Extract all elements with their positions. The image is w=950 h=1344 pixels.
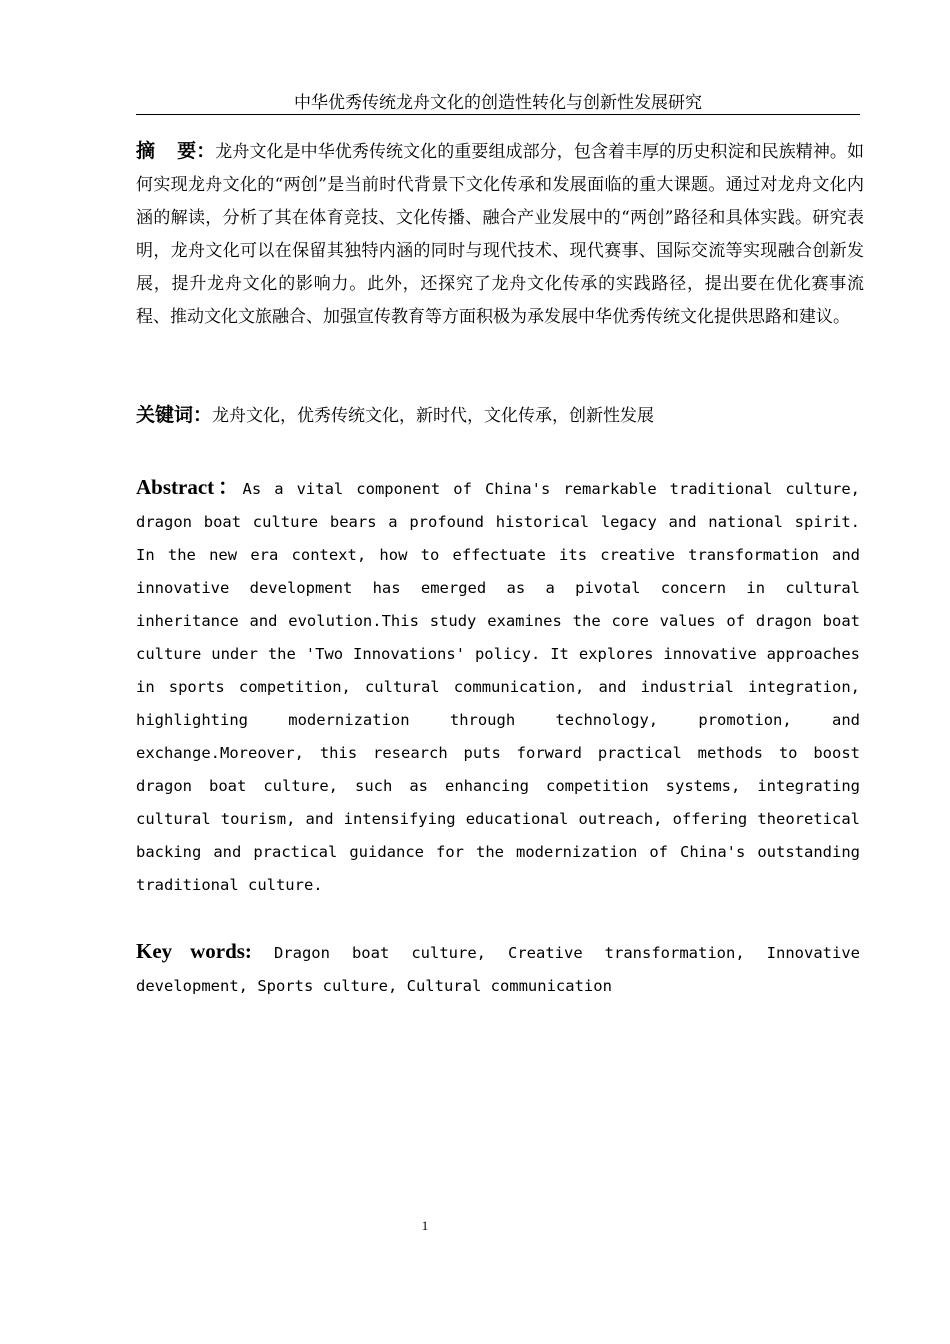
chinese-keywords xyxy=(136,399,864,433)
english-abstract xyxy=(136,471,860,902)
english-abstract-text: As a vital component of China's remarkable traditional culture, dragon boat culture bears a profound historical legacy and national spirit. In the new era context, how to effectuate its creative transformation and innovative development has emerged as a pivotal concern in cultural inheritance and evolution.This study examines the core values of dragon boat culture under the 'Two Innovations' policy. It explores innovative approaches in sports competition, cultural communication, and industrial integration, highlighting modernization through technology, promotion, and exchange.Moreover, this research puts forward practical methods to boost dragon boat culture, such as enhancing competition systems, integrating cultural tourism, and intensifying educational outreach, offering theoretical backing and practical guidance for the modernization of China's outstanding traditional culture. xyxy=(136,480,860,894)
chinese-abstract xyxy=(136,135,864,334)
chinese-abstract-text: 龙舟文化是中华优秀传统文化的重要组成部分，包含着丰厚的历史积淀和民族精神。如何实现龙舟文化的“两创”是当前时代背景下文化传承和发展面临的重大课题。通过对龙舟文化内涵的解读，分析了其在体育竞技、文化传播、融合产业发展中的“两创”路径和具体实践。研究表明，龙舟文化可以在保留其独特内涵的同时与现代技术、现代赛事、国际交流等实现融合创新发展，提升龙舟文化的影响力。此外，还探究了龙舟文化传承的实践路径，提出要在优化赛事流程、推动文化文旅融合、加强宣传教育等方面积极为承发展中华优秀传统文化提供思路和建议。 xyxy=(136,142,864,327)
running-header: 中华优秀传统龙舟文化的创造性转化与创新性发展研究 xyxy=(294,93,702,113)
english-abstract-label: Abstract： xyxy=(136,475,243,499)
english-keywords xyxy=(136,935,860,1003)
english-keywords-label: Key words: xyxy=(136,939,252,963)
chinese-keywords-text: 龙舟文化，优秀传统文化，新时代，文化传承，创新性发展 xyxy=(212,406,655,426)
chinese-abstract-label xyxy=(136,140,215,162)
chinese-keywords-label: 关键词： xyxy=(136,404,213,426)
page-number: 1 xyxy=(421,1218,429,1233)
header-rule xyxy=(136,114,860,115)
english-keywords-text: Dragon boat culture, Creative transformation, Innovative development, Sports culture, Cultural communication xyxy=(136,944,860,995)
chinese-abstract-label-part1: 摘 xyxy=(136,140,156,162)
chinese-abstract-label-part2: 要： xyxy=(177,140,216,162)
